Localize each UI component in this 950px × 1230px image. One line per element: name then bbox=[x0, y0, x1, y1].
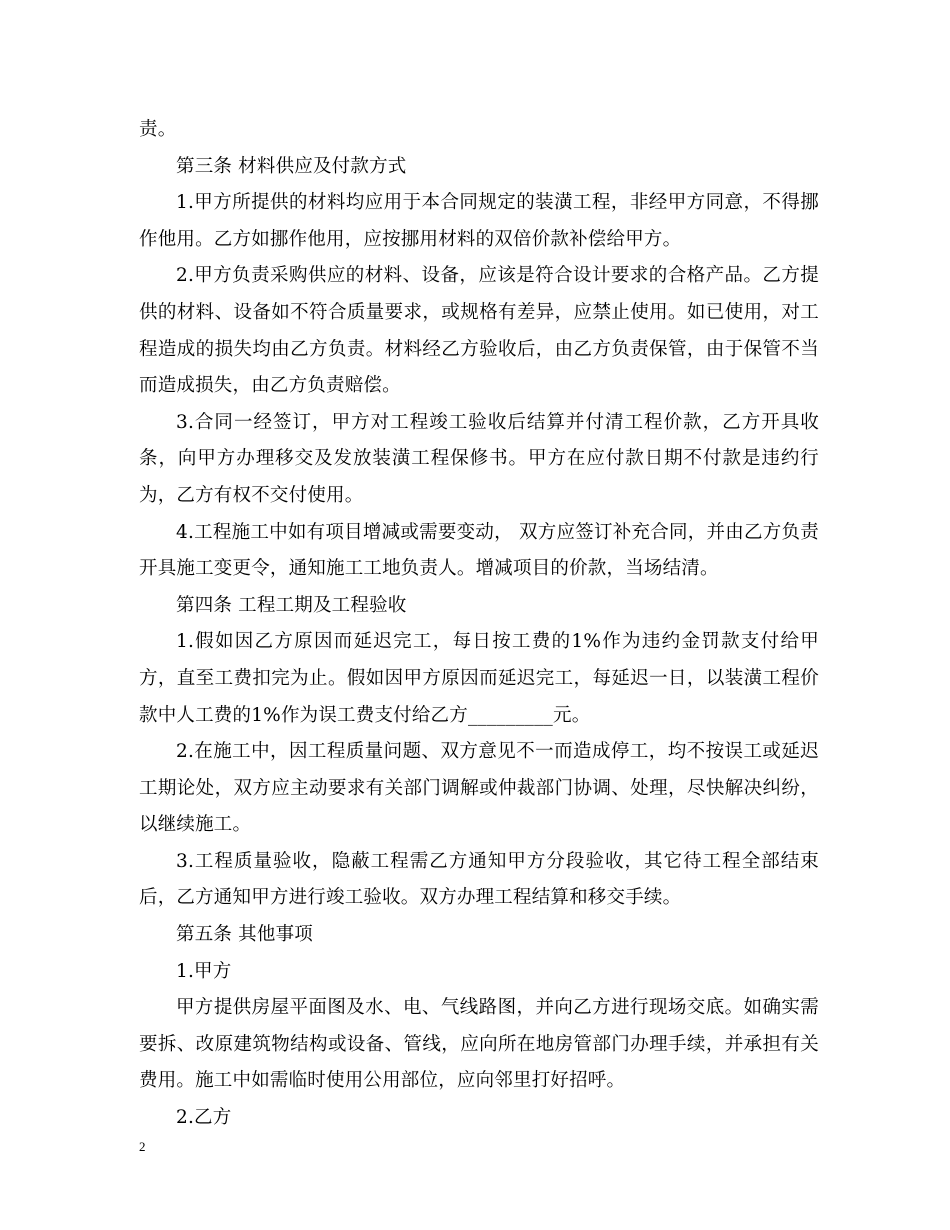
sub-heading: 1.甲方 bbox=[176, 960, 232, 982]
section-heading-5: 第五条 其他事项 bbox=[176, 924, 313, 946]
paragraph: 3.工程质量验收，隐蔽工程需乙方通知甲方分段验收，其它待工程全部结束后，乙方通知甲方进行竣工验收。双方办理工程结算和移交手续。 bbox=[139, 850, 819, 909]
section-heading-4: 第四条 工程工期及工程验收 bbox=[176, 594, 407, 616]
paragraph: 1.假如因乙方原因而延迟完工，每日按工费的1%作为违约金罚款支付给甲方，直至工费扣完为止。假如因甲方原因而延迟完工，每延迟一日，以装潢工程价款中人工费的1%作为误工费支付给乙方_________元。 bbox=[139, 631, 819, 726]
paragraph: 责。 bbox=[139, 119, 177, 140]
section-heading-3: 第三条 材料供应及付款方式 bbox=[176, 155, 407, 177]
paragraph: 甲方提供房屋平面图及水、电、气线路图，并向乙方进行现场交底。如确实需要拆、改原建筑物结构或设备、管线，应向所在地房管部门办理手续，并承担有关费用。施工中如需临时使用公用部位，应向邻里打好招呼。 bbox=[139, 997, 819, 1092]
sub-heading: 2.乙方 bbox=[176, 1107, 232, 1129]
paragraph: 1.甲方所提供的材料均应用于本合同规定的装潢工程，非经甲方同意，不得挪作他用。乙方如挪作他用，应按挪用材料的双倍价款补偿给甲方。 bbox=[139, 192, 819, 250]
paragraph: 3.合同一经签订，甲方对工程竣工验收后结算并付清工程价款，乙方开具收条，向甲方办理移交及发放装潢工程保修书。甲方在应付款日期不付款是违约行为，乙方有权不交付使用。 bbox=[139, 411, 819, 506]
document-body bbox=[139, 112, 819, 1137]
paragraph: 2.甲方负责采购供应的材料、设备，应该是符合设计要求的合格产品。乙方提供的材料、设备如不符合质量要求，或规格有差异，应禁止使用。如已使用，对工程造成的损失均由乙方负责。材料经乙方验收后，由乙方负责保管，由于保管不当而造成损失，由乙方负责赔偿。 bbox=[139, 265, 819, 397]
paragraph: 2.在施工中，因工程质量问题、双方意见不一而造成停工，均不按误工或延迟工期论处，双方应主动要求有关部门调解或仲裁部门协调、处理，尽快解决纠纷，以继续施工。 bbox=[139, 741, 819, 836]
page-number: 2 bbox=[139, 1139, 146, 1154]
paragraph: 4.工程施工中如有项目增减或需要变动， 双方应签订补充合同，并由乙方负责开具施工变更令，通知施工工地负责人。增减项目的价款，当场结清。 bbox=[139, 521, 820, 580]
